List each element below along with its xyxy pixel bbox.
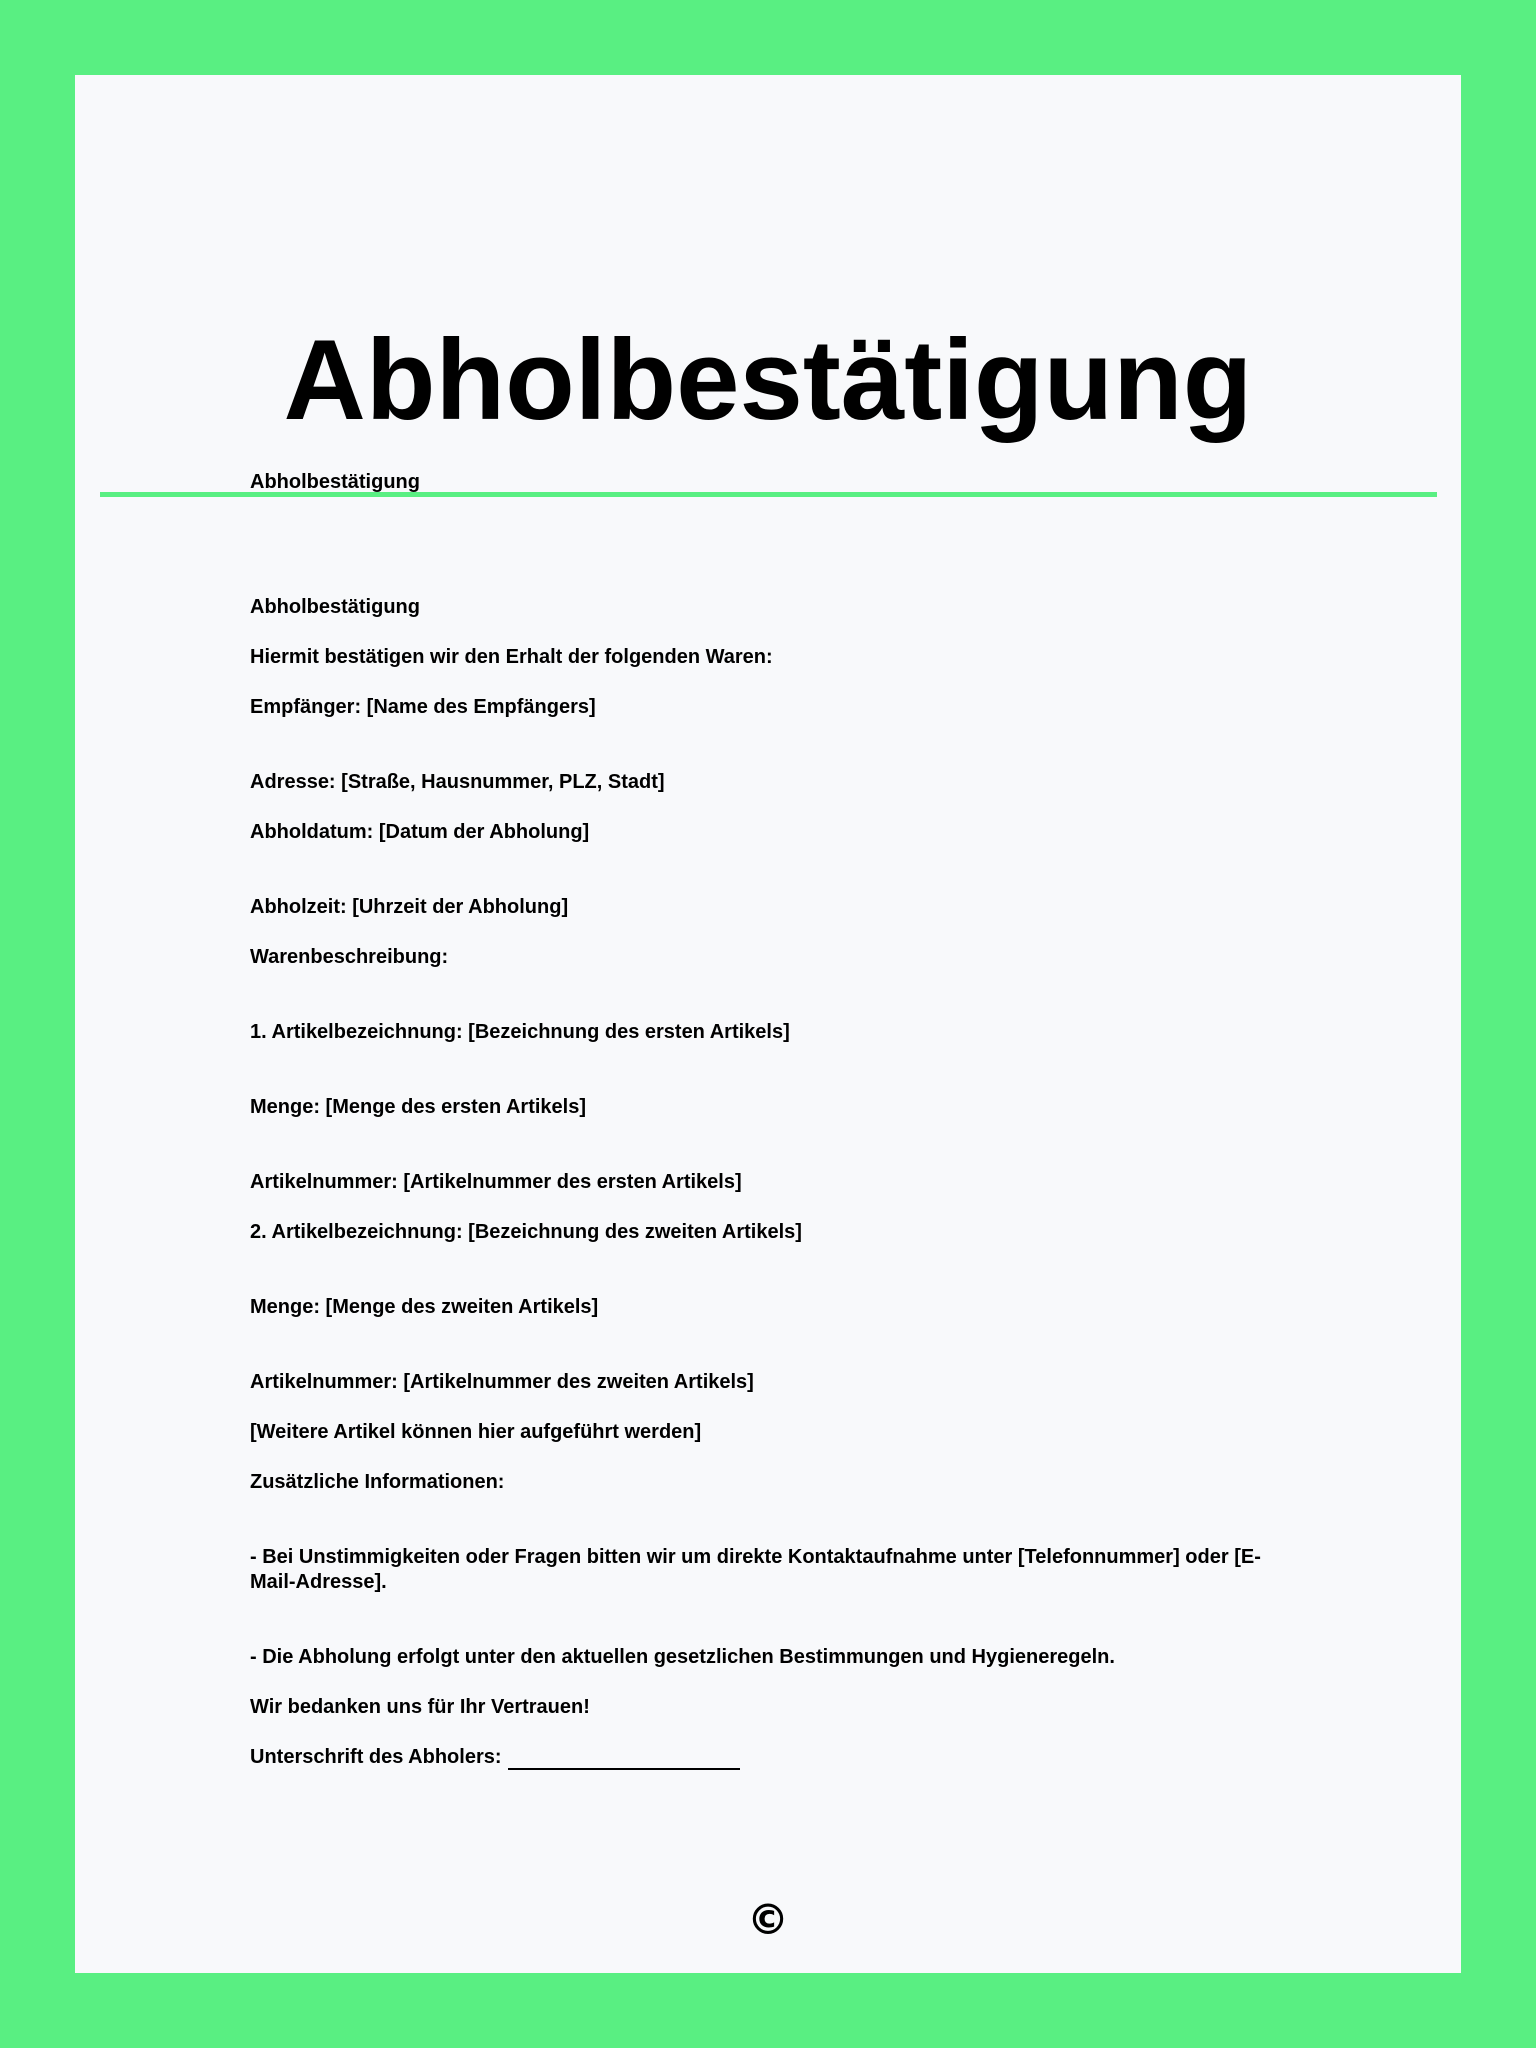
thanks-text: Wir bedanken uns für Ihr Vertrauen! xyxy=(250,1696,590,1718)
goods-description-label: Warenbeschreibung: xyxy=(250,946,449,968)
address-field: Adresse: [Straße, Hausnummer, PLZ, Stadt] xyxy=(250,771,665,793)
item2-number: Artikelnummer: [Artikelnummer des zweiten Artikels] xyxy=(250,1371,754,1393)
info-hygiene: - Die Abholung erfolgt unter den aktuellen gesetzlichen Bestimmungen und Hygieneregeln. xyxy=(250,1646,1115,1668)
copyright-symbol: © xyxy=(747,1895,789,1944)
document-title: Abholbestätigung xyxy=(283,317,1253,444)
item1-quantity: Menge: [Menge des ersten Artikels] xyxy=(250,1096,587,1118)
document-page xyxy=(75,75,1461,1973)
item2-quantity: Menge: [Menge des zweiten Artikels] xyxy=(250,1296,599,1318)
item2-name: 2. Artikelbezeichnung: [Bezeichnung des zweiten Artikels] xyxy=(250,1221,802,1243)
intro-text: Hiermit bestätigen wir den Erhalt der folgenden Waren: xyxy=(250,646,773,668)
signature-row xyxy=(250,1745,740,1770)
item1-name: 1. Artikelbezeichnung: [Bezeichnung des ersten Artikels] xyxy=(250,1021,790,1043)
heading-small: Abholbestätigung xyxy=(250,471,420,493)
pickup-time-field: Abholzeit: [Uhrzeit der Abholung] xyxy=(250,896,569,918)
info-contact: - Bei Unstimmigkeiten oder Fragen bitten wir um direkte Kontaktaufnahme unter [Telefonnummer] oder [E-Mail-Adresse]. xyxy=(250,1546,1261,1593)
signature-line[interactable] xyxy=(508,1748,740,1770)
pickup-date-field: Abholdatum: [Datum der Abholung] xyxy=(250,821,590,843)
recipient-field: Empfänger: [Name des Empfängers] xyxy=(250,696,596,718)
item1-number: Artikelnummer: [Artikelnummer des ersten Artikels] xyxy=(250,1171,742,1193)
more-items-note: [Weitere Artikel können hier aufgeführt werden] xyxy=(250,1421,702,1443)
signature-label: Unterschrift des Abholers: xyxy=(250,1746,502,1768)
heading-repeat: Abholbestätigung xyxy=(250,596,420,618)
additional-info-label: Zusätzliche Informationen: xyxy=(250,1471,505,1493)
